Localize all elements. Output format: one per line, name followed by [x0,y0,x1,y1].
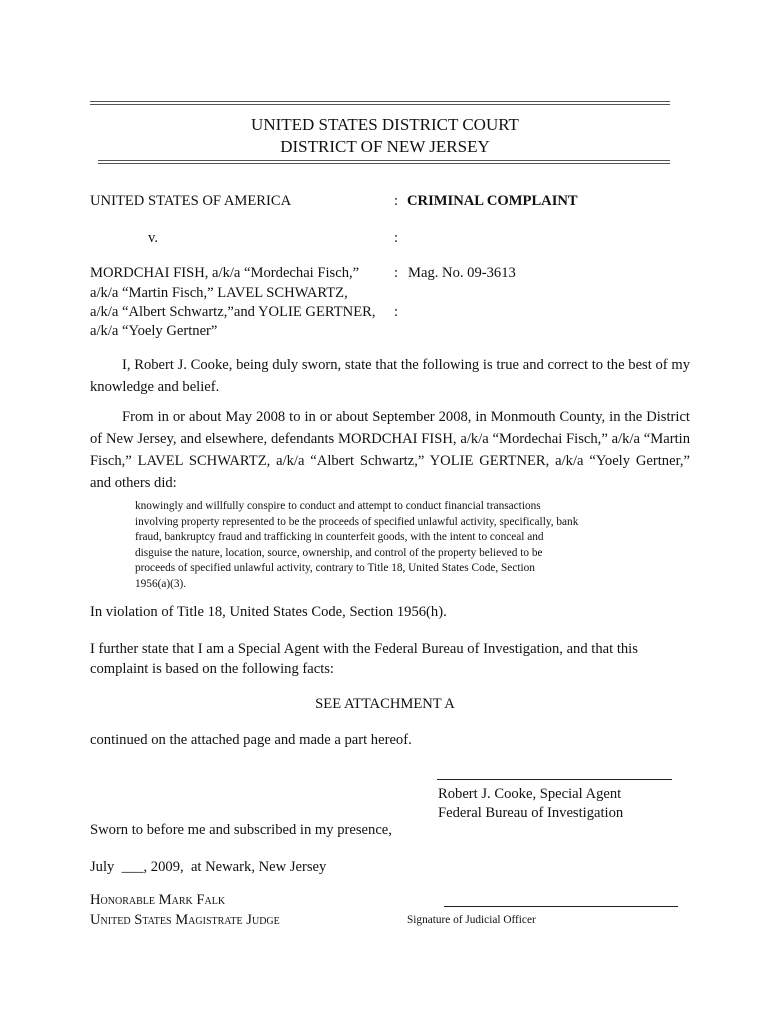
sworn-statement: Sworn to before me and subscribed in my presence, [90,822,392,838]
magistrate-number: Mag. No. 09-3613 [408,265,516,281]
plaintiff-name: UNITED STATES OF AMERICA [90,193,292,209]
date-location: July ___, 2009, at Newark, New Jersey [90,859,327,875]
defendant-line: a/k/a “Yoely Gertner” [90,323,218,339]
further-statement-line1: I further state that I am a Special Agent with the Federal Bureau of Investigation, and that this [90,641,638,657]
continued-note: continued on the attached page and made a part hereof. [90,732,412,748]
agent-signature-line [437,779,672,780]
judicial-signature-caption: Signature of Judicial Officer [407,914,536,926]
caption-colon-3: : [394,265,399,281]
judge-title: United States Magistrate Judge [90,912,280,928]
header-rule-2 [98,163,670,164]
charge-line: involving property represented to be the proceeds of specified unlawful activity, specifically, bank [135,515,579,528]
charge-line: proceeds of specified unlawful activity, contrary to Title 18, United States Code, Section [135,562,535,575]
agent-name: Robert J. Cooke, Special Agent [438,786,622,802]
header-rule-1 [98,160,670,161]
judge-name: Honorable Mark Falk [90,892,226,908]
further-statement-line2: complaint is based on the following facts: [90,661,334,677]
document-type: CRIMINAL COMPLAINT [407,193,578,209]
caption-colon-4: : [394,304,399,320]
agent-agency: Federal Bureau of Investigation [438,805,624,821]
top-rule-1 [90,101,670,102]
charge-line: fraud, bankruptcy fraud and trafficking in counterfeit goods, with the intent to conceal and [135,531,544,544]
affiant-statement: I, Robert J. Cooke, being duly sworn, state that the following is true and correct to the best of my knowledge and belief. [90,357,690,395]
court-name: UNITED STATES DISTRICT COURT [251,115,519,134]
charge-line: 1956(a)(3). [135,577,187,590]
caption-colon-2: : [394,230,399,246]
judicial-signature-line [444,906,678,907]
charge-line: knowingly and willfully conspire to conduct and attempt to conduct financial transactions [135,500,541,512]
versus: v. [148,230,158,246]
charge-text [135,499,635,593]
top-rule-2 [90,104,670,105]
caption-colon-1: : [394,193,399,209]
violation-statement: In violation of Title 18, United States Code, Section 1956(h). [90,604,447,620]
complaint-paragraph: From in or about May 2008 to in or about September 2008, in Monmouth County, in the District of New Jersey, and elsewhere, defendants MORDCHAI FISH, a/k/a “Mordechai Fisch,” a/k/a “Martin Fisch,” LAVEL SCHWARTZ, a/k/a “Albert Schwartz,” YOLIE GERTNER, a/k/a “Yoely Gertner,” and others did: [90,409,690,491]
defendant-line: MORDCHAI FISH, a/k/a “Mordechai Fisch,” [90,265,360,281]
defendant-line: a/k/a “Albert Schwartz,”and YOLIE GERTNER, [90,304,376,320]
court-district: DISTRICT OF NEW JERSEY [280,137,490,156]
see-attachment: SEE ATTACHMENT A [315,696,455,712]
defendant-line: a/k/a “Martin Fisch,” LAVEL SCHWARTZ, [90,285,348,301]
charge-line: disguise the nature, location, source, ownership, and control of the property believed to be [135,546,543,559]
